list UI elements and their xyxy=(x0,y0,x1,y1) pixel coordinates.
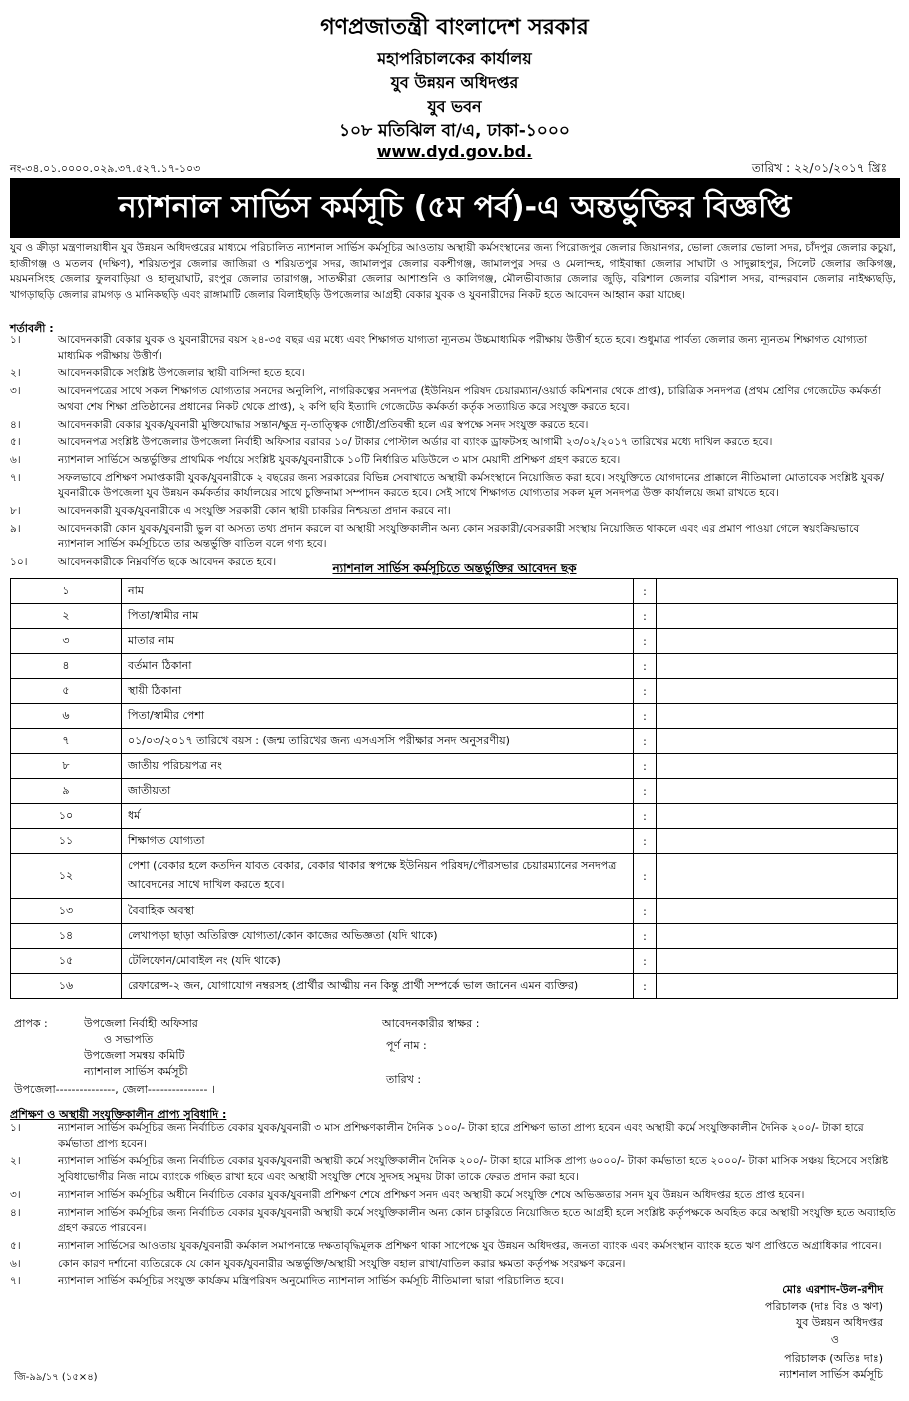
form-row-label: বর্তমান ঠিকানা xyxy=(122,654,634,679)
form-row-number: ৫ xyxy=(11,679,122,704)
conditions-heading: শর্তাবলী : xyxy=(10,322,54,335)
application-form-table xyxy=(10,578,898,999)
form-row-label: লেখাপড়া ছাড়া অতিরিক্ত যোগ্যতা/কোন কাজের অভিজ্ঞতা (যদি থাকে) xyxy=(122,924,634,949)
form-row-answer-field[interactable] xyxy=(657,779,898,804)
form-row-label: স্থায়ী ঠিকানা xyxy=(122,679,634,704)
signatory-name: মোঃ এরশাদ-উল-রশীদ xyxy=(782,1283,883,1296)
form-row-number: ১৩ xyxy=(11,899,122,924)
form-row-colon: : xyxy=(634,679,657,704)
condition-item xyxy=(10,435,896,451)
form-row xyxy=(11,604,898,629)
form-row xyxy=(11,579,898,604)
recipient-label: প্রাপক : xyxy=(14,1017,48,1030)
benefit-text: ন্যাশনাল সার্ভিস কর্মসূচির জন্য নির্বাচিত বেকার যুবক/যুবনারী অস্থায়ী কর্মে সংযুক্তিকালীন দৈনিক ২০০/- টাকা হারে মাসিক প্রাপ্য ৬০০০/- টাকা কর্মভাতা হতে ২০০০/- টাকা মাসিক সঞ্চয় হিসেবে সংশ্লিষ্ট সুবিধাভোগীর নিজ নামে ব্যাংকে গচ্ছিত রাখা হবে এবং অস্থায়ী সংযুক্তি শেষে সুদসহ সমুদয় টাকা তাকে ফেরত প্রদান করা হবে। xyxy=(58,1155,889,1184)
form-title: ন্যাশনাল সার্ভিস কর্মসূচিতে অন্তর্ভুক্তির আবেদন ছক xyxy=(332,561,577,575)
form-row-answer-field[interactable] xyxy=(657,679,898,704)
form-row-number: ৮ xyxy=(11,754,122,779)
benefit-item xyxy=(10,1188,896,1204)
form-row-answer-field[interactable] xyxy=(657,579,898,604)
intro-paragraph: যুব ও ক্রীড়া মন্ত্রণালয়াধীন যুব উন্নয়ন অধিদপ্তরের মাধ্যমে পরিচালিত ন্যাশনাল সার্ভিস কর্মসূচির আওতায় অস্থায়ী কর্মসংস্থানের জন্য পিরোজপুর জেলার জিয়ানগর, ভোলা জেলার ভোলা সদর, চাঁদপুর জেলার কচুয়া, হাজীগঞ্জ ও মতলব (দক্ষিণ), শরিয়তপুর জেলার জাজিরা ও শরিয়তপুর সদর, জামালপুর জেলার বকশীগঞ্জ, জামালপুর সদর ও মেলান্দহ, গাইবান্ধা জেলার সাঘাটা ও সাদুল্লাহপুর, সিলেট জেলার জকিগঞ্জ, ময়মনসিংহ জেলার ফুলবাড়িয়া ও হালুয়াঘাট, রংপুর জেলার তারাগঞ্জ, সাতক্ষীরা জেলার আশাশুনি ও কালিগঞ্জ, মৌলভীবাজার জেলার জুড়ি, বরিশাল জেলার বরিশাল সদর, বান্দরবান জেলার নাইক্ষ্যছড়ি, খাগড়াছড়ি জেলার রামগড় ও মানিকছড়ি এবং রাঙ্গামাটি জেলার বিলাইছড়ি উপজেলার আগ্রহী বেকার যুবক ও যুবনারীদের নিকট হতে আবেদন আহ্বান করা যাচ্ছে। xyxy=(10,242,896,302)
benefit-number: ৩। xyxy=(10,1188,21,1201)
condition-item xyxy=(10,333,896,364)
form-row xyxy=(11,729,898,754)
benefit-item xyxy=(10,1239,896,1255)
form-row xyxy=(11,949,898,974)
form-row-number: ১ xyxy=(11,579,122,604)
form-row-colon: : xyxy=(634,779,657,804)
condition-text: আবেদনকারীকে নিম্নবর্ণিত ছকে আবেদন করতে হবে। xyxy=(58,556,277,569)
condition-text: সফলভাবে প্রশিক্ষণ সমাপ্তকারী যুবক/যুবনারীকে ২ বছরের জন্য সরকারের বিভিন্ন সেবাখাতে অস্থায়ী কর্মসংস্থানে নিয়োজিত করা হবে। সংযুক্তিতে যোগদানের প্রাক্কালে নীতিমালা মোতাবেক সংশ্লিষ্ট যুবক/যুবনারীকে উপজেলা যুব উন্নয়ন কর্মকর্তার কার্যালয়ের সাথে চুক্তিনামা সম্পাদন করতে হবে। সেই সাথে শিক্ষাগত যোগ্যতার সকল মূল সনদপত্র উক্ত কার্যালয়ে জমা রাখতে হবে। xyxy=(58,471,884,500)
form-row-answer-field[interactable] xyxy=(657,829,898,854)
form-row-colon: : xyxy=(634,729,657,754)
form-row-label: জাতীয়তা xyxy=(122,779,634,804)
form-row-answer-field[interactable] xyxy=(657,899,898,924)
form-row xyxy=(11,899,898,924)
condition-number: ৭। xyxy=(10,471,21,484)
condition-number: ২। xyxy=(10,367,21,380)
form-row-label: টেলিফোন/মোবাইল নং (যদি থাকে) xyxy=(122,949,634,974)
form-row-label: পিতা/স্বামীর নাম xyxy=(122,604,634,629)
benefits-heading: প্রশিক্ষণ ও অস্থায়ী সংযুক্তিকালীন প্রাপ্য সুবিধাদি : xyxy=(10,1108,227,1121)
signatory-title-3: পরিচালক (অতিঃ দাঃ) xyxy=(784,1352,883,1365)
benefit-item xyxy=(10,1257,896,1273)
form-row xyxy=(11,754,898,779)
form-row-colon: : xyxy=(634,704,657,729)
condition-number: ৮। xyxy=(10,505,21,518)
condition-text: আবেদনপত্র সংশ্লিষ্ট উপজেলার উপজেলা নির্বাহী অফিসার বরাবর ১০/ টাকার পোস্টাল অর্ডার বা ব্যাংক ড্রাফটসহ আগামী ২৩/০২/২০১৭ তারিখের মধ্যে দাখিল করতে হবে। xyxy=(58,436,773,449)
benefit-item xyxy=(10,1121,896,1152)
header-website-link[interactable]: www.dyd.gov.bd. xyxy=(376,142,533,161)
form-row-number: ৭ xyxy=(11,729,122,754)
form-row-answer-field[interactable] xyxy=(657,729,898,754)
form-row-label: পেশা (বেকার হলে কতদিন যাবত বেকার, বেকার থাকার স্বপক্ষে ইউনিয়ন পরিষদ/পৌরসভার চেয়ারম্যানের সনদপত্র আবেদনের সাথে দাখিল করতে হবে। xyxy=(122,854,634,899)
condition-item xyxy=(10,384,896,415)
form-row-label: নাম xyxy=(122,579,634,604)
notice-date: তারিখ : ২২/০১/২০১৭ খ্রিঃ xyxy=(751,161,887,175)
form-row-colon: : xyxy=(634,629,657,654)
form-row-label: ধর্ম xyxy=(122,804,634,829)
form-row-answer-field[interactable] xyxy=(657,604,898,629)
benefits-list xyxy=(10,1121,896,1292)
condition-item xyxy=(10,522,896,553)
signatory-title-1: পরিচালক (দাঃ বিঃ ও ঋণ) xyxy=(764,1300,883,1313)
form-row xyxy=(11,629,898,654)
condition-text: আবেদনকারী কোন যুবক/যুবনারী ভুল বা অসত্য তথ্য প্রদান করলে বা অস্থায়ী সংযুক্তিকালীন অন্য কোন সরকারী/বেসরকারী সংস্থায় নিয়োজিত থাকলে এবং এর প্রমাণ পাওয়া গেলে স্বয়ংক্রিয়ভাবে ন্যাশনাল সার্ভিস কর্মসূচিতে তার অন্তর্ভুক্তি বাতিল বলে গণ্য হবে। xyxy=(58,522,860,551)
condition-text: আবেদনকারী যুবক/যুবনারীকে এ সংযুক্তি সরকারী কোন স্থায়ী চাকরির নিশ্চয়তা প্রদান করবে না। xyxy=(58,505,451,518)
form-row-number: ১৪ xyxy=(11,924,122,949)
form-row-colon: : xyxy=(634,829,657,854)
recipient-line-3: উপজেলা সমন্বয় কমিটি xyxy=(84,1049,185,1062)
form-row xyxy=(11,974,898,999)
applicant-signature-label: আবেদনকারীর স্বাক্ষর : xyxy=(382,1017,480,1030)
condition-item xyxy=(10,366,896,382)
condition-number: ৯। xyxy=(10,522,21,535)
recipient-line-1: উপজেলা নির্বাহী অফিসার xyxy=(84,1017,198,1030)
footer-code: জি-৯৯/১৭ (১৫×৪) xyxy=(14,1372,98,1383)
form-row-number: ১৫ xyxy=(11,949,122,974)
form-row-label: ০১/০৩/২০১৭ তারিখে বয়স : (জন্ম তারিখের জন্য এসএসসি পরীক্ষার সনদ অনুসরণীয়) xyxy=(122,729,634,754)
form-row xyxy=(11,704,898,729)
conditions-list xyxy=(10,333,896,573)
signatory-title-4: ন্যাশনাল সার্ভিস কর্মসূচি xyxy=(779,1368,883,1381)
header-line-address: ১০৮ মতিঝিল বা/এ, ঢাকা-১০০০ xyxy=(339,121,570,141)
form-row-colon: : xyxy=(634,579,657,604)
form-row-number: ৬ xyxy=(11,704,122,729)
form-row xyxy=(11,829,898,854)
benefit-number: ৫। xyxy=(10,1239,21,1252)
form-row-answer-field[interactable] xyxy=(657,629,898,654)
signatory-and: ও xyxy=(830,1333,839,1346)
form-row-colon: : xyxy=(634,654,657,679)
form-row-colon: : xyxy=(634,604,657,629)
form-row-answer-field[interactable] xyxy=(657,974,898,999)
form-row-label: রেফারেন্স-২ জন, যোগাযোগ নম্বরসহ (প্রার্থীর আত্মীয় নন কিন্তু প্রার্থী সম্পর্কে ভাল জানেন এমন ব্যক্তির) xyxy=(122,974,634,999)
condition-item xyxy=(10,471,896,502)
condition-item xyxy=(10,418,896,434)
form-row-label: মাতার নাম xyxy=(122,629,634,654)
condition-text: আবেদনকারী বেকার যুবক ও যুবনারীদের বয়স ২৪-৩৫ বছর এর মধ্যে এবং শিক্ষাগত যাগ্যতা ন্যূনতম উচ্চমাধ্যমিক পরীক্ষায় উত্তীর্ণ হতে হবে। শুধুমাত্র পার্বত্য জেলার জন্য ন্যূনতম শিক্ষাগত যোগ্যতা মাধ্যমিক পরীক্ষায় উত্তীর্ণ। xyxy=(58,334,868,362)
notice-title-banner: ন্যাশনাল সার্ভিস কর্মসূচি (৫ম পর্ব)-এ অন্তর্ভুক্তির বিজ্ঞপ্তি xyxy=(10,178,900,238)
form-row-colon: : xyxy=(634,949,657,974)
form-row xyxy=(11,779,898,804)
recipient-line-4: ন্যাশনাল সার্ভিস কর্মসূচী xyxy=(84,1065,188,1078)
form-row-answer-field[interactable] xyxy=(657,854,898,899)
signatory-title-2: যুব উন্নয়ন অধিদপ্তর xyxy=(795,1316,883,1329)
form-row-label: বৈবাহিক অবস্থা xyxy=(122,899,634,924)
header-line-department: যুব উন্নয়ন অধিদপ্তর xyxy=(390,73,519,92)
condition-number: ১০। xyxy=(10,556,28,569)
form-row-answer-field[interactable] xyxy=(657,949,898,974)
form-row-number: ১২ xyxy=(11,854,122,899)
benefit-text: ন্যাশনাল সার্ভিস কর্মসূচির জন্য নির্বাচিত বেকার যুবক/যুবনারী অস্থায়ী কর্মে সংযুক্তিকালীন অন্য কোন চাকুরিতে নিয়োজিত হতে আগ্রহী হলে সংশ্লিষ্ট কর্তৃপক্ষকে অবহিত করে অস্থায়ী সংযুক্তি হতে অব্যাহতি গ্রহণ করতে পারবেন। xyxy=(58,1206,896,1235)
form-row-number: ১১ xyxy=(11,829,122,854)
header-line-govt: গণপ্রজাতন্ত্রী বাংলাদেশ সরকার xyxy=(320,15,589,40)
recipient-upazila-district: উপজেলা---------------, জেলা--------------- । xyxy=(14,1083,215,1096)
form-row xyxy=(11,854,898,899)
benefit-text: ন্যাশনাল সার্ভিস কর্মসূচির অধীনে নির্বাচিত বেকার যুবক/যুবনারী প্রশিক্ষণ শেষে প্রশিক্ষণ সনদ এবং অস্থায়ী কর্মে সংযুক্তি শেষে অভিজ্ঞতার সনদ যুব উন্নয়ন অধিদপ্তর হতে প্রাপ্ত হবেন। xyxy=(58,1188,805,1201)
condition-number: ৬। xyxy=(10,453,21,466)
form-row-number: ২ xyxy=(11,604,122,629)
form-row xyxy=(11,924,898,949)
form-row-answer-field[interactable] xyxy=(657,804,898,829)
form-row-colon: : xyxy=(634,924,657,949)
benefit-item xyxy=(10,1206,896,1237)
form-row xyxy=(11,679,898,704)
benefit-number: ২। xyxy=(10,1155,21,1168)
form-row-colon: : xyxy=(634,754,657,779)
form-row-label: পিতা/স্বামীর পেশা xyxy=(122,704,634,729)
form-row-answer-field[interactable] xyxy=(657,654,898,679)
condition-number: ৪। xyxy=(10,418,21,431)
condition-text: আবেদনকারী বেকার যুবক/যুবনারী মুক্তিযোদ্ধার সন্তান/ক্ষুদ্র নৃ-তাত্ত্বিক গোষ্ঠী/প্রতিবন্ধী হলে এর স্বপক্ষে সনদ সংযুক্ত করতে হবে। xyxy=(58,418,589,431)
applicant-fullname-label: পূর্ণ নাম : xyxy=(386,1039,427,1052)
condition-text: আবেদনকারীকে সংশ্লিষ্ট উপজেলার স্থায়ী বাসিন্দা হতে হবে। xyxy=(58,367,305,380)
benefit-text: কোন কারণ দর্শানো ব্যতিরেকে যে কোন যুবক/যুবনারীর অন্তর্ভুক্তি/অস্থায়ী সংযুক্তি বহাল রাখা/বাতিল করার ক্ষমতা কর্তৃপক্ষ সংরক্ষণ করেন। xyxy=(58,1257,626,1270)
form-row-label: জাতীয় পরিচয়পত্র নং xyxy=(122,754,634,779)
benefit-item xyxy=(10,1274,896,1290)
condition-item xyxy=(10,453,896,469)
form-row-colon: : xyxy=(634,974,657,999)
recipient-line-2: ও সভাপতি xyxy=(104,1033,154,1046)
applicant-date-label: তারিখ : xyxy=(386,1073,422,1086)
form-row-answer-field[interactable] xyxy=(657,924,898,949)
form-row-number: ৩ xyxy=(11,629,122,654)
benefit-number: ৭। xyxy=(10,1275,21,1288)
benefit-number: ১। xyxy=(10,1122,21,1134)
benefit-text: ন্যাশনাল সার্ভিস কর্মসূচির সংযুক্ত কার্যক্রম মন্ত্রিপরিষদ অনুমোদিত ন্যাশনাল সার্ভিস কর্মসূচি নীতিমালা দ্বারা পরিচালিত হবে। xyxy=(58,1275,564,1288)
benefit-number: ৪। xyxy=(10,1206,21,1219)
form-row-number: ৯ xyxy=(11,779,122,804)
form-row-number: ৪ xyxy=(11,654,122,679)
condition-text: ন্যাশনাল সার্ভিসে অন্তর্ভুক্তির প্রাথমিক পর্যায়ে সংশ্লিষ্ট যুবক/যুবনারীকে ১০টি নির্ধারিত মডিউলে ৩ মাস মেয়াদী প্রশিক্ষণ গ্রহণ করতে হবে। xyxy=(58,453,621,466)
benefit-text: ন্যাশনাল সার্ভিস কর্মসূচির জন্য নির্বাচিত বেকার যুবক/যুবনারী ৩ মাস প্রশিক্ষণকালীন দৈনিক ১০০/- টাকা হারে প্রশিক্ষণ ভাতা প্রাপ্য হবেন এবং অস্থায়ী কর্মে সংযুক্তিকালীন দৈনিক ২০০/- টাকা হারে কর্মভাতা প্রাপ্য হবেন। xyxy=(58,1122,864,1150)
form-row xyxy=(11,654,898,679)
condition-text: আবেদনপত্রের সাথে সকল শিক্ষাগত যোগ্যতার সনদের অনুলিপি, নাগরিকত্বের সনদপত্র (ইউনিয়ন পরিষদ চেয়ারম্যান/ওয়ার্ড কমিশনার থেকে প্রাপ্ত), চারিত্রিক সনদপত্র (প্রথম শ্রেণির গেজেটেড কর্মকর্তা অথবা শেষ শিক্ষা প্রতিষ্ঠানের প্রধানের নিকট থেকে প্রাপ্ত), ২ কপি ছবি ইত্যাদি গেজেটেড কর্মকর্তা কর্তৃক সত্যায়িত করে সংযুক্ত করতে হবে। xyxy=(58,385,881,413)
form-row-label: শিক্ষাগত যোগ্যতা xyxy=(122,829,634,854)
form-row-answer-field[interactable] xyxy=(657,754,898,779)
header-line-office: মহাপরিচালকের কার্যালয় xyxy=(377,49,532,68)
benefit-text: ন্যাশনাল সার্ভিসের আওতায় যুবক/যুবনারী কর্মকাল সমাপনান্তে দক্ষতাবৃদ্ধিমূলক প্রশিক্ষণ থাকা সাপেক্ষে যুব উন্নয়ন অধিদপ্তর, জনতা ব্যাংক এবং কর্মসংস্থান ব্যাংক হতে ঋণ প্রাপ্তিতে অগ্রাধিকার পাবেন। xyxy=(58,1239,882,1252)
form-row-number: ১৬ xyxy=(11,974,122,999)
header-line-building: যুব ভবন xyxy=(427,97,482,116)
form-row xyxy=(11,804,898,829)
form-row-colon: : xyxy=(634,854,657,899)
condition-number: ৩। xyxy=(10,385,21,398)
condition-number: ১। xyxy=(10,334,21,346)
memo-number: নং-৩৪.০১.০০০০.০২৯.৩৭.৫২৭.১৭-১০৩ xyxy=(10,162,201,175)
benefit-item xyxy=(10,1154,896,1185)
benefit-number: ৬। xyxy=(10,1257,21,1270)
form-row-colon: : xyxy=(634,899,657,924)
condition-item xyxy=(10,504,896,520)
form-row-answer-field[interactable] xyxy=(657,704,898,729)
form-row-colon: : xyxy=(634,804,657,829)
form-row-number: ১০ xyxy=(11,804,122,829)
condition-number: ৫। xyxy=(10,436,21,449)
